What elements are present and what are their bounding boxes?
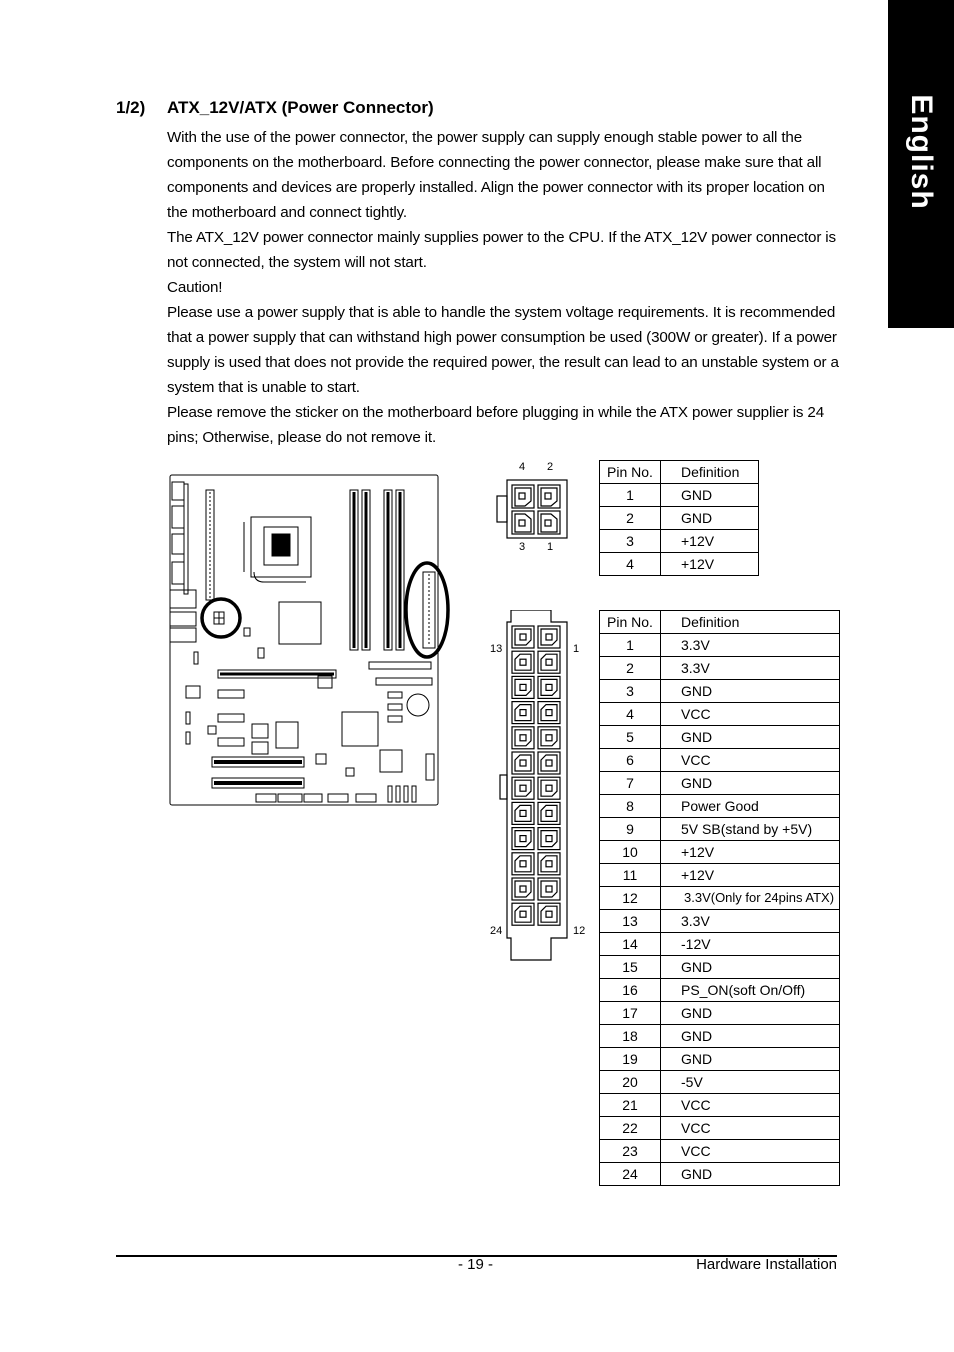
pin-definition: -5V xyxy=(661,1071,840,1094)
connector-pin-shape xyxy=(541,906,557,922)
pin-definition: GND xyxy=(661,680,840,703)
connector-pin-contact xyxy=(520,785,526,791)
pin-number: 15 xyxy=(600,956,661,979)
language-tab xyxy=(888,0,954,328)
connector-pin-shape xyxy=(515,805,531,821)
atx-connector-diagram xyxy=(495,610,575,964)
table-row xyxy=(600,1163,840,1186)
connector-pin-contact xyxy=(520,861,526,867)
pin-number: 13 xyxy=(600,910,661,933)
table-row xyxy=(600,1140,840,1163)
connector-pin-shape xyxy=(515,881,531,897)
connector-pin-contact xyxy=(520,735,526,741)
pin-number: 4 xyxy=(600,553,661,576)
pin-number: 14 xyxy=(600,933,661,956)
connector-pin-shape xyxy=(541,629,557,645)
connector-pin-contact xyxy=(546,785,552,791)
table-row xyxy=(600,634,840,657)
table-row xyxy=(600,507,759,530)
paragraph-atx12v: The ATX_12V power connector mainly supplies power to the CPU. If the ATX_12V power connector is not connected, the system will not start. xyxy=(167,229,836,271)
table-row xyxy=(600,1002,840,1025)
connector-pin-shape xyxy=(515,629,531,645)
connector-pin-shape xyxy=(515,831,531,847)
atx-label-1: 1 xyxy=(573,643,580,655)
connector-pin-contact xyxy=(546,684,552,690)
pin-number: 2 xyxy=(600,657,661,680)
connector-pin-shape xyxy=(541,755,557,771)
pin-definition: VCC xyxy=(661,749,840,772)
pin-number: 11 xyxy=(600,864,661,887)
connector-pin-contact xyxy=(546,760,552,766)
pin-number: 17 xyxy=(600,1002,661,1025)
pin-definition: GND xyxy=(661,726,840,749)
pin-definition: +12V xyxy=(661,841,840,864)
pin-number: 19 xyxy=(600,1048,661,1071)
pin-definition: 3.3V xyxy=(661,910,840,933)
footer-section-title: Hardware Installation xyxy=(696,1256,837,1273)
pin-definition: GND xyxy=(661,956,840,979)
pin-definition: 3.3V xyxy=(661,657,840,680)
connector-pin-shape xyxy=(515,780,531,796)
atx12v-label-3: 3 xyxy=(519,541,526,553)
connector-pin-contact xyxy=(520,710,526,716)
pin-number: 1 xyxy=(600,484,661,507)
table-row xyxy=(600,1117,840,1140)
pin-number: 20 xyxy=(600,1071,661,1094)
pin-number: 3 xyxy=(600,530,661,553)
connector-pin-shape xyxy=(541,705,557,721)
connector-pin-contact xyxy=(520,634,526,640)
language-tab-label: English xyxy=(905,94,938,210)
table-row xyxy=(600,530,759,553)
table-row xyxy=(600,864,840,887)
connector-pin-shape xyxy=(515,906,531,922)
table-row xyxy=(600,841,840,864)
pin-definition: GND xyxy=(661,1048,840,1071)
connector-pin-shape xyxy=(515,679,531,695)
connector-pin-contact xyxy=(520,659,526,665)
section-title: ATX_12V/ATX (Power Connector) xyxy=(167,98,434,117)
table-row xyxy=(600,749,840,772)
pin-definition: GND xyxy=(661,1025,840,1048)
connector-pin-shape xyxy=(541,881,557,897)
pin-number: 21 xyxy=(600,1094,661,1117)
pin-definition: PS_ON(soft On/Off) xyxy=(661,979,840,1002)
connector-pin-shape xyxy=(541,856,557,872)
atx12v-connector-diagram xyxy=(492,472,572,544)
table-row xyxy=(600,657,840,680)
pin-number: 5 xyxy=(600,726,661,749)
atx12v-pin-table xyxy=(599,460,759,576)
connector-pin-contact xyxy=(546,659,552,665)
pin-number: 9 xyxy=(600,818,661,841)
table-row xyxy=(600,818,840,841)
table-header-row xyxy=(600,611,840,634)
page-number: - 19 - xyxy=(458,1256,494,1273)
connector-pin-contact xyxy=(520,810,526,816)
pin-number: 22 xyxy=(600,1117,661,1140)
connector-pin-shape xyxy=(541,730,557,746)
table-row xyxy=(600,703,840,726)
table-row xyxy=(600,680,840,703)
atx-pin-table xyxy=(599,610,840,1186)
table-row xyxy=(600,1071,840,1094)
connector-pin-contact xyxy=(520,684,526,690)
table-row xyxy=(600,795,840,818)
table-header-row xyxy=(600,461,759,484)
pin-definition: +12V xyxy=(661,530,759,553)
connector-pin-contact xyxy=(546,886,552,892)
atx-highlight-circle xyxy=(406,563,448,657)
pin-definition: GND xyxy=(661,1163,840,1186)
atx-label-12: 12 xyxy=(573,925,586,937)
atx-label-24: 24 xyxy=(490,925,503,937)
table-row xyxy=(600,726,840,749)
atx12v-label-4: 4 xyxy=(519,461,526,473)
connector-pin-shape xyxy=(541,805,557,821)
table-row xyxy=(600,1025,840,1048)
connector-pin-contact xyxy=(520,886,526,892)
connector-pin-contact xyxy=(546,634,552,640)
connector-pin-shape xyxy=(515,654,531,670)
pin-definition: +12V xyxy=(661,553,759,576)
connector-pin-contact xyxy=(546,735,552,741)
pin-definition: +12V xyxy=(661,864,840,887)
header-definition: Definition xyxy=(661,461,759,484)
pin-number: 1 xyxy=(600,634,661,657)
pin-definition: VCC xyxy=(661,1094,840,1117)
table-row xyxy=(600,956,840,979)
connector-pin-shape xyxy=(541,679,557,695)
connector-pin-contact xyxy=(546,810,552,816)
pin-definition: GND xyxy=(661,1002,840,1025)
pin-definition: VCC xyxy=(661,1117,840,1140)
table-row xyxy=(600,1094,840,1117)
pin-number: 2 xyxy=(600,507,661,530)
table-row xyxy=(600,933,840,956)
table-row xyxy=(600,1048,840,1071)
paragraph-caution-label: Caution! xyxy=(167,279,223,296)
pin-definition: -12V xyxy=(661,933,840,956)
connector-pin-shape xyxy=(515,730,531,746)
table-row xyxy=(600,979,840,1002)
connector-pin-shape xyxy=(515,755,531,771)
connector-pin-contact xyxy=(546,710,552,716)
connector-pin-shape xyxy=(541,831,557,847)
connector-pin-shape xyxy=(541,654,557,670)
pin-number: 18 xyxy=(600,1025,661,1048)
atx-label-13: 13 xyxy=(490,643,503,655)
pin-definition: VCC xyxy=(661,703,840,726)
paragraph-caution: Please use a power supply that is able to handle the system voltage requirements. It is recommended that a power supply that can withstand high power consumption be used (300W or greater). If a power supply is used that does not provide the required power, the result can lead to an unstable system or a system that is unable to start. xyxy=(167,304,839,396)
pin-number: 24 xyxy=(600,1163,661,1186)
pin-number: 23 xyxy=(600,1140,661,1163)
table-row xyxy=(600,887,840,910)
pin-number: 4 xyxy=(600,703,661,726)
atx12v-label-1: 1 xyxy=(547,541,554,553)
table-row xyxy=(600,553,759,576)
pin-definition: Power Good xyxy=(661,795,840,818)
pin-number: 8 xyxy=(600,795,661,818)
motherboard-diagram xyxy=(166,472,456,822)
table-row xyxy=(600,910,840,933)
connector-pin-contact xyxy=(546,911,552,917)
connector-pin-shape xyxy=(515,856,531,872)
pin-definition: 3.3V(Only for 24pins ATX) xyxy=(661,887,840,910)
connector-pin-contact xyxy=(520,836,526,842)
paragraph-intro: With the use of the power connector, the power supply can supply enough stable power to all the components on the motherboard. Before connecting the power connector, please make sure that all components and devices are properly installed. Align the power connector with its proper location on the motherboard and connect tightly. xyxy=(167,129,825,221)
pin-number: 16 xyxy=(600,979,661,1002)
pin-definition: GND xyxy=(661,772,840,795)
pin-definition: 3.3V xyxy=(661,634,840,657)
pin-number: 12 xyxy=(600,887,661,910)
body-text xyxy=(167,125,847,450)
table-row xyxy=(600,484,759,507)
section-number: 1/2) xyxy=(116,98,146,117)
pin-number: 7 xyxy=(600,772,661,795)
connector-pin-contact xyxy=(546,836,552,842)
pin-definition: VCC xyxy=(661,1140,840,1163)
connector-pin-shape xyxy=(541,780,557,796)
connector-pin-shape xyxy=(515,705,531,721)
pin-number: 3 xyxy=(600,680,661,703)
connector-pin-contact xyxy=(546,861,552,867)
pin-definition: 5V SB(stand by +5V) xyxy=(661,818,840,841)
pin-definition: GND xyxy=(661,484,759,507)
header-definition: Definition xyxy=(661,611,840,634)
connector-pin-contact xyxy=(520,760,526,766)
connector-pin-contact xyxy=(520,911,526,917)
atx12v-label-2: 2 xyxy=(547,461,554,473)
table-row xyxy=(600,772,840,795)
pin-number: 10 xyxy=(600,841,661,864)
paragraph-sticker: Please remove the sticker on the motherboard before plugging in while the ATX power supplier is 24 pins; Otherwise, please do not remove it. xyxy=(167,404,825,446)
pin-definition: GND xyxy=(661,507,759,530)
header-pin-no: Pin No. xyxy=(600,611,661,634)
header-pin-no: Pin No. xyxy=(600,461,661,484)
pin-number: 6 xyxy=(600,749,661,772)
